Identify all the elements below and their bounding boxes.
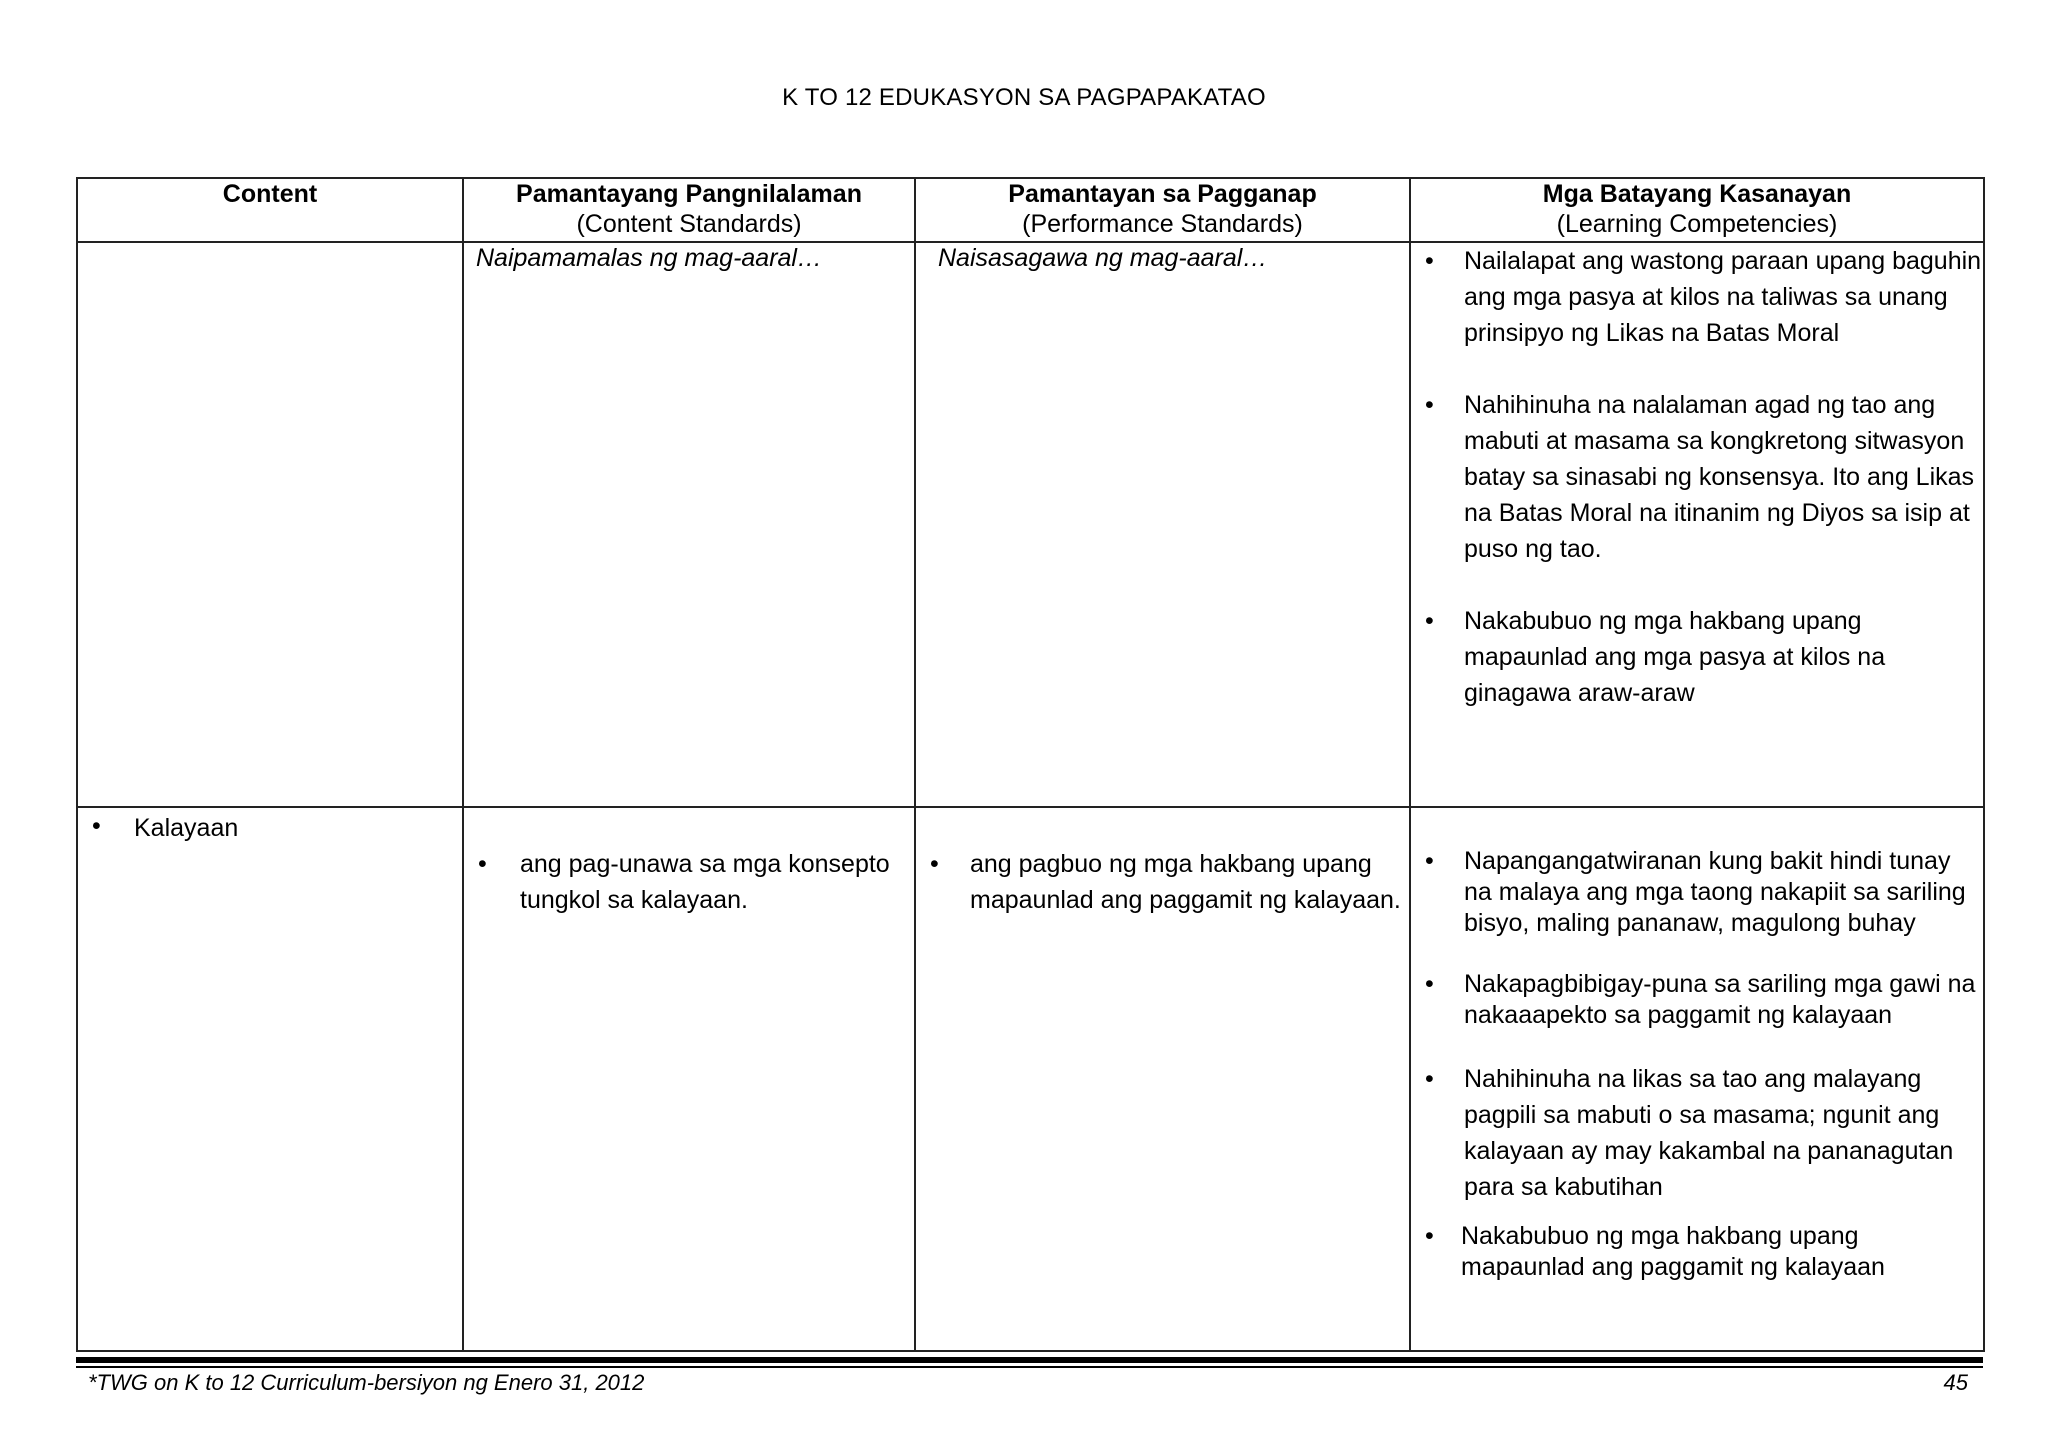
performance-standards-cell [915,242,1410,807]
table-header-row [77,178,1984,242]
table-row [77,242,1984,807]
content-standard-item: • ang pag-unawa sa mga konsepto tungkol sa kalayaan. [464,846,914,918]
competency-item: • Nahihinuha na nalalaman agad ng tao ang mabuti at masama sa kongkretong sitwasyon batay sa sinasabi ng konsensya. Ito ang Likas na Batas Moral na itinanim ng Diyos sa isip at puso ng tao. [1411,387,1983,567]
header-performance-standards [915,178,1410,242]
header-subtitle: (Performance Standards) [1022,210,1303,238]
competency-item: • Nahihinuha na likas sa tao ang malayang pagpili sa mabuti o sa masama; ngunit ang kalayaan ay may kakambal na pananagutan para sa kabutihan [1411,1061,1983,1205]
competency-item: • Nailalapat ang wastong paraan upang baguhin ang mga pasya at kilos na taliwas sa unang prinsipyo ng Likas na Batas Moral [1411,243,1983,351]
header-learning-competencies [1410,178,1984,242]
competency-item: • Nakabubuo ng mga hakbang upang mapaunlad ang mga pasya at kilos na ginagawa araw-araw [1411,603,1983,711]
header-subtitle: (Content Standards) [576,210,802,238]
competency-item: • Nakapagbibigay-puna sa sariling mga gawi na nakaaapekto sa paggamit ng kalayaan [1411,969,1983,1031]
competency-item: • Nakabubuo ng mga hakbang upang mapaunlad ang paggamit ng kalayaan [1411,1221,1983,1283]
performance-standards-cell [915,807,1410,1351]
header-title: Pamantayang Pangnilalaman [516,180,862,208]
performance-standard-item: • ang pagbuo ng mga hakbang upang mapaunlad ang paggamit ng kalayaan. [916,846,1409,918]
page-number: 45 [1943,1370,1968,1395]
performance-standards-list [916,846,1409,918]
footer-rule-thick [76,1357,1983,1363]
header-title: Content [222,180,318,208]
content-standards-lead: Naipamamalas ng mag-aaral… [476,244,822,272]
header-content [77,178,463,242]
competencies-cell [1410,807,1984,1351]
header-title: Mga Batayang Kasanayan [1542,180,1852,208]
content-cell [77,242,463,807]
curriculum-table [76,177,1985,1352]
content-standards-cell [463,242,915,807]
content-cell [77,807,463,1351]
header-content-standards [463,178,915,242]
content-list [78,808,462,846]
competency-item: • Napangangatwiranan kung bakit hindi tunay na malaya ang mga taong nakapiit sa sariling bisyo, maling pananaw, magulong buhay [1411,846,1983,939]
competency-list [1411,243,1983,711]
header-title: Pamantayan sa Pagganap [1008,180,1317,208]
table-row [77,807,1984,1351]
content-standards-cell [463,807,915,1351]
content-standards-list [464,846,914,918]
page-title: K TO 12 EDUKASYON SA PAGPAPAKATAO [782,84,1266,111]
footer-rule-thin [76,1366,1983,1368]
competency-list [1411,846,1983,1283]
content-item: • Kalayaan [78,808,462,846]
competencies-cell [1410,242,1984,807]
performance-standards-lead: Naisasagawa ng mag-aaral… [938,244,1268,272]
header-subtitle: (Learning Competencies) [1556,210,1838,238]
footer-note: *TWG on K to 12 Curriculum-bersiyon ng Enero 31, 2012 [88,1370,645,1395]
